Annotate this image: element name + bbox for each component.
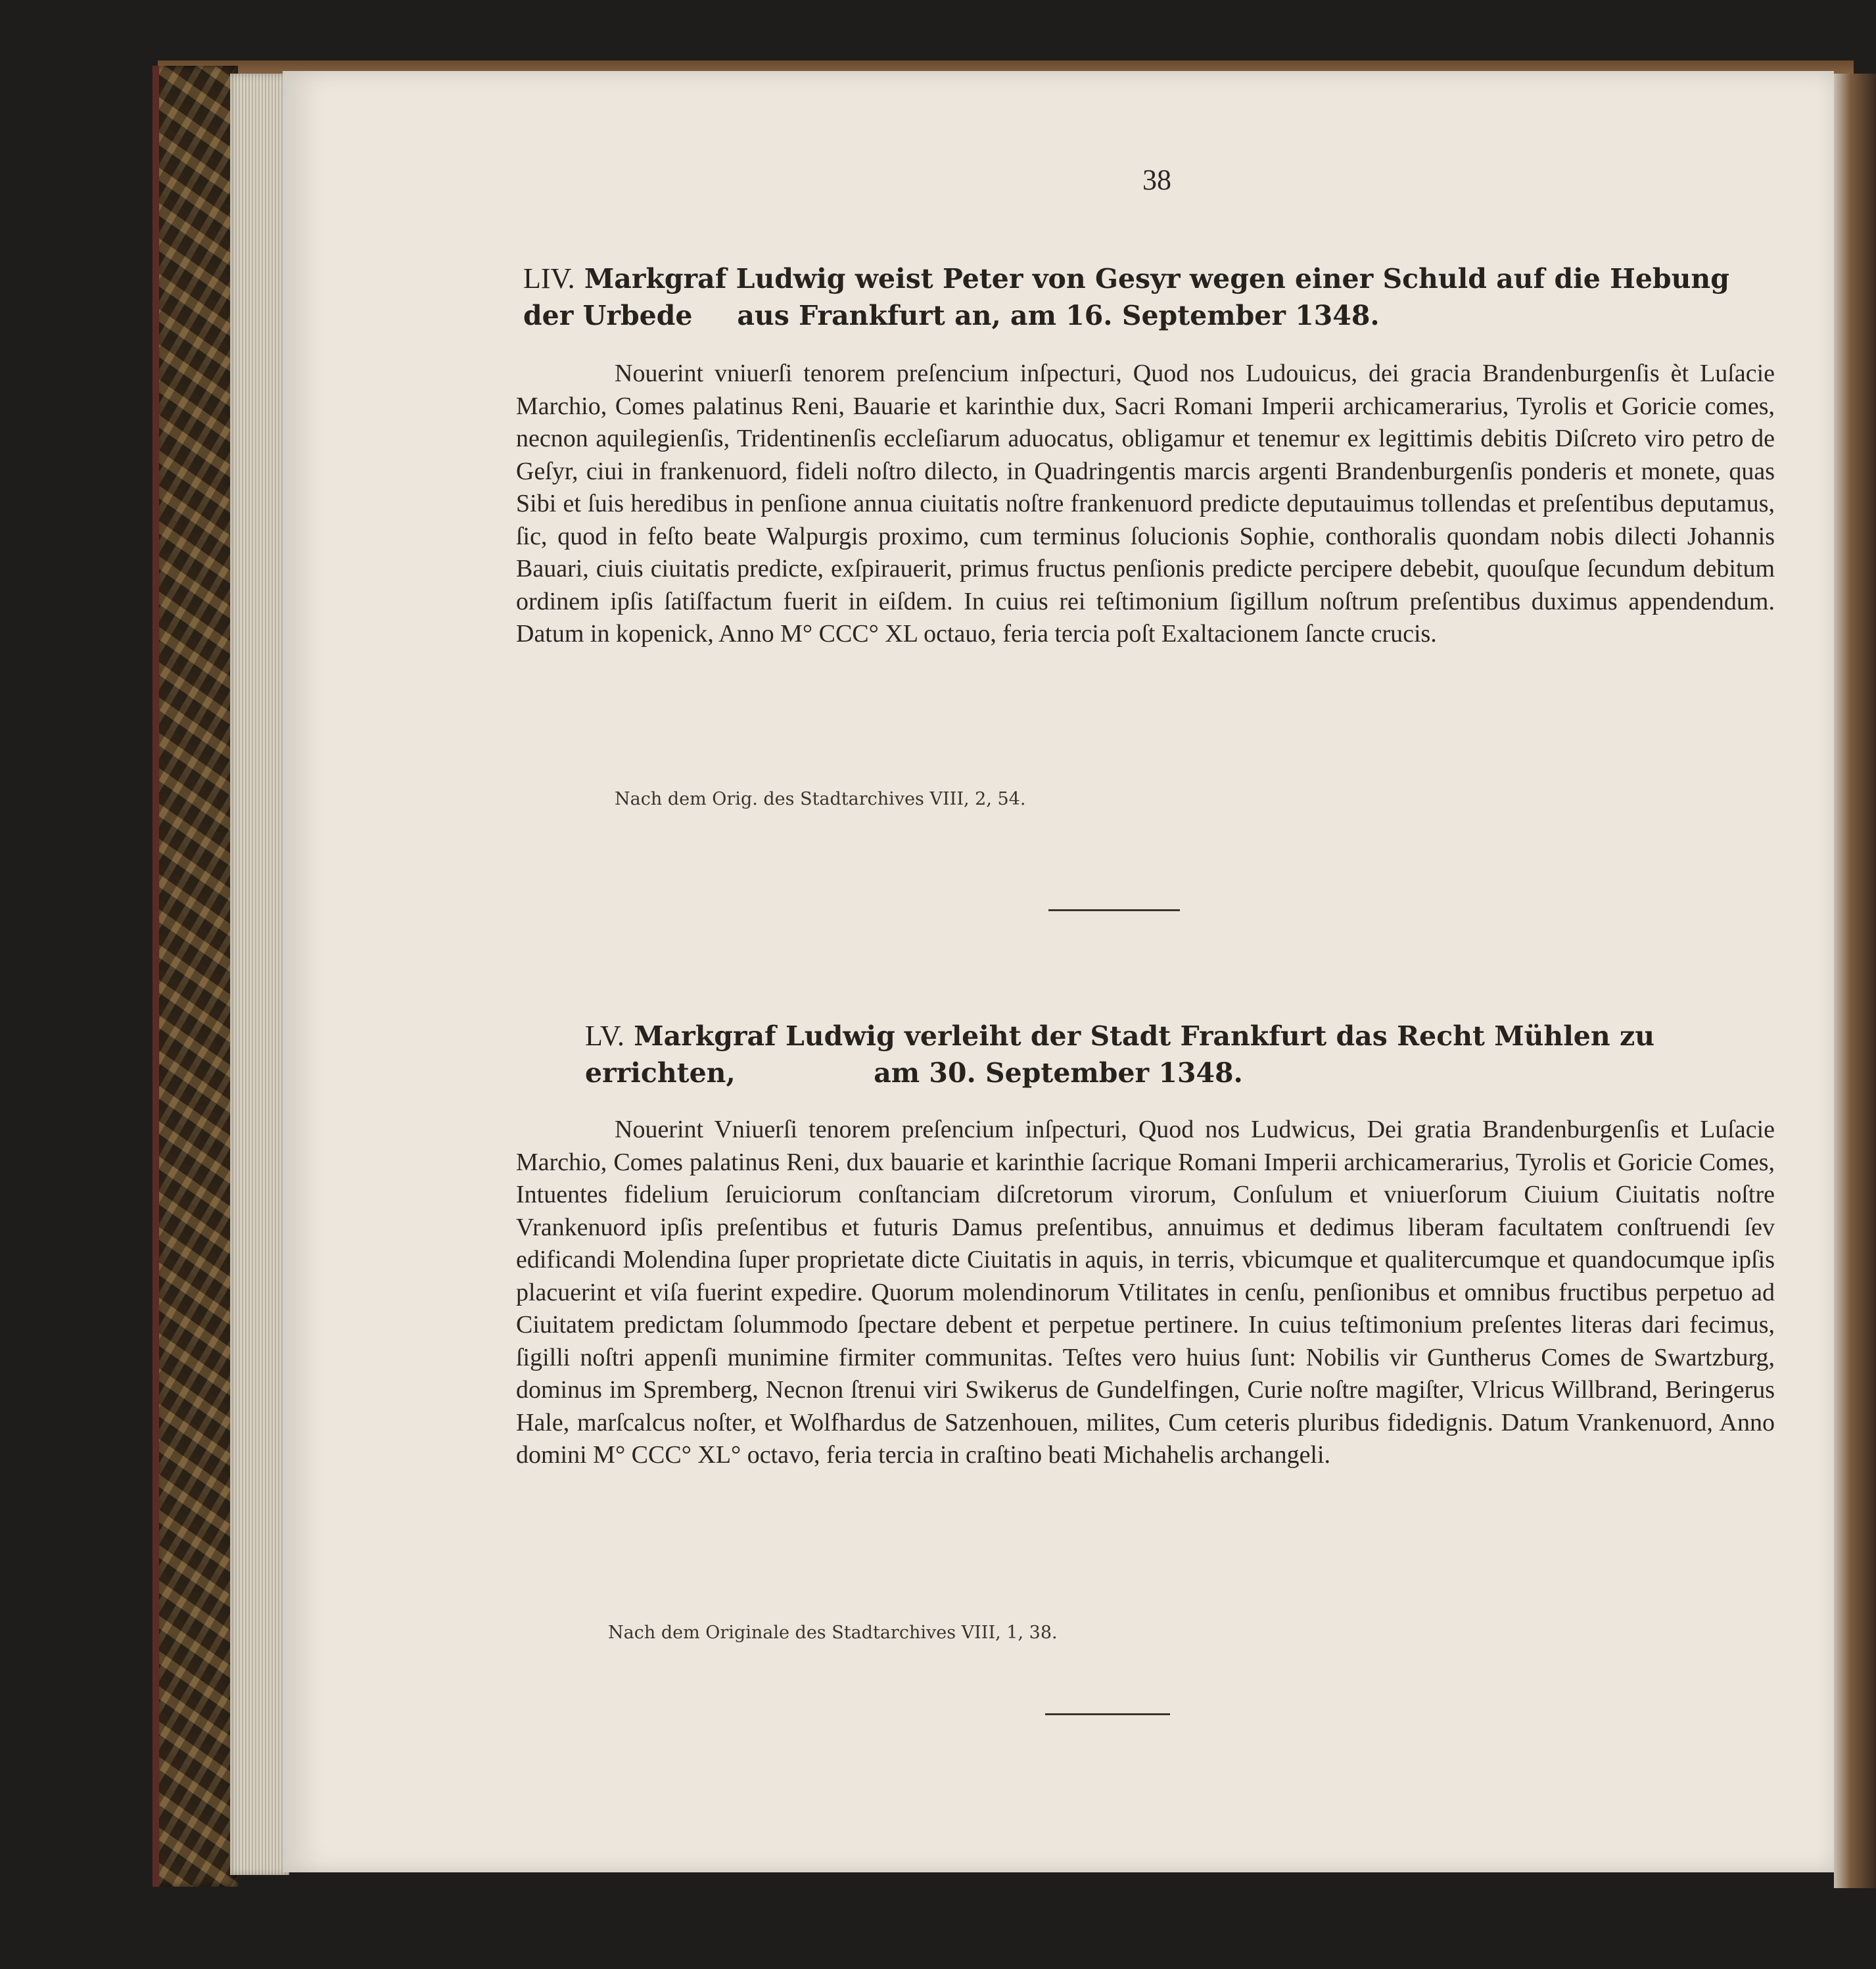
charter-text: Nouerint vniuerſi tenorem preſencium inſpecturi, Quod nos Ludouicus, dei gracia Brandenburgenſis èt Luſacie Marchio, Comes palatinus Reni, Bauarie et karinthie dux, Sacri Romani Imperii archicamerarius, Tyrolis et Goricie comes, necnon aquilegienſis, Tridentinenſis eccleſiarum aduocatus, obligamur et tenemur ex legittimis debitis Diſcreto viro petro de Geſyr, ciui in frankenuord, fideli noſtro dilecto, in Quadringentis marcis argenti Brandenburgenſis ponderis et monete, quas Sibi et ſuis heredibus in penſione annua ciuitatis noſtre frankenuord predicte deputauimus tollendas et preſentibus deputamus, ſic, quod in feſto beate Walpurgis proximo, cum terminus ſolucionis Sophie, conthoralis quondam nobis dilecti Johannis Bauari, ciuis ciuitatis predicte, exſpirauerit, primus fructus penſionis predicte percipere debebit, quouſque ſecundum debitum ordinem ipſis ſatiſfactum fuerit in eiſdem. In cuius rei teſtimonium ſigillum noſtrum preſentibus duximus appendendum. Datum in kopenick, Anno M° CCC° XL octauo, feria tercia poſt Exaltacionem ſancte crucis. — [516, 360, 1775, 648]
charter-text: Nouerint Vniuerſi tenorem preſencium inſpecturi, Quod nos Ludwicus, Dei gratia Brandenburgenſis et Luſacie Marchio, Comes palatinus Reni, dux bauarie et karinthie ſacrique Romani Imperii archicamerarius, Tyrolis et Goricie Comes, Intuentes fidelium ſeruiciorum conſtanciam diſcretorum virorum, Conſulum et vniuerſorum Ciuium Ciuitatis noſtre Vrankenuord ipſis preſentibus et futuris Damus preſentibus, annuimus et dedimus liberam facultatem conſtruendi ſev edificandi Molendina ſuper proprietate dicte Ciuitatis in aquis, in terris, vbicumque et qualitercumque et quandocumque ipſis placuerint et viſa fuerint expedire. Quorum molendinorum Vtilitates in cenſu, penſionibus et omnibus fructibus perpetuo ad Ciuitatem predictam ſolummodo ſpectare debent et perpetue pertinere. In cuius teſtimonium preſentes literas dari fecimus, ſigilli noſtri appenſi munimine firmiter communitas. Teſtes vero huius ſunt: Nobilis vir Guntherus Comes de Swartzburg, dominus im Spremberg, Necnon ſtrenui viri Swikerus de Gundelfingen, Curie noſtre magiſter, Vlricus Willbrand, Beringerus Hale, marſcalcus noſter, et Wolfhardus de Satzenhouen, milites, Cum ceteris pluribus fidedignis. Datum Vrankenuord, Anno domini M° CCC° XL° octavo, feria tercia in craſtino beati Michahelis archangeli. — [516, 1116, 1775, 1469]
right-book-cover — [1834, 74, 1876, 1888]
source-note: Nach dem Orig. des Stadtarchives VIII, 2, 54. — [615, 789, 1026, 809]
marbled-book-cover — [152, 66, 238, 1887]
page-number: 38 — [1142, 164, 1171, 196]
section-divider — [1045, 1713, 1170, 1715]
charter-heading-line2: am 30. September 1348. — [874, 1057, 1243, 1089]
charter-heading-line1: Markgraf Ludwig verleiht der Stadt Frankfurt das Recht Mühlen zu errichten, — [585, 1020, 1655, 1089]
book-page — [283, 71, 1834, 1872]
section-divider — [1048, 909, 1180, 911]
charter-number: LIV. — [523, 262, 575, 295]
charter-heading-line1: Markgraf Ludwig weist Peter von Gesyr wegen einer Schuld auf die Hebung der Urbede — [523, 263, 1729, 331]
source-note: Nach dem Originale des Stadtarchives VIII, 1, 38. — [608, 1623, 1058, 1643]
charter-number: LV. — [585, 1020, 624, 1052]
page-edges — [230, 74, 289, 1875]
charter-heading-line2: aus Frankfurt an, am 16. September 1348. — [737, 300, 1380, 331]
